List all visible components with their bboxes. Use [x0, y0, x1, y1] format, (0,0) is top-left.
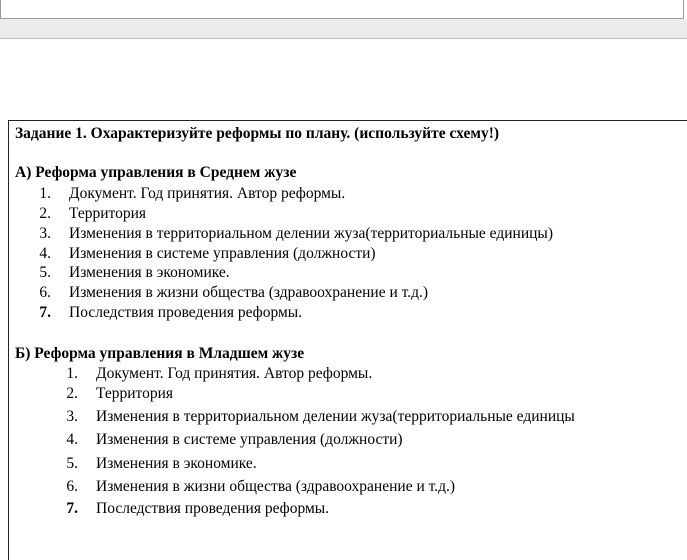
- item-number: 3.: [39, 225, 51, 242]
- item-text: Изменения в экономике.: [69, 264, 230, 281]
- item-text: Изменения в территориальном делении жуза(территориальные единицы: [96, 408, 575, 425]
- item-text: Изменения в жизни общества (здравоохранение и т.д.): [96, 478, 456, 495]
- item-number: 6.: [66, 478, 78, 495]
- item-number: 2.: [66, 385, 78, 402]
- task-title: Задание 1. Охарактеризуйте реформы по плану. (используйте схему!): [15, 125, 500, 142]
- item-number: 5.: [66, 455, 78, 472]
- item-number: 1.: [66, 365, 78, 382]
- item-number: 2.: [39, 205, 51, 222]
- item-text: Изменения в территориальном делении жуза(территориальные единицы): [69, 225, 553, 242]
- item-text: Изменения в жизни общества (здравоохранение и т.д.): [69, 284, 429, 301]
- section-a-title: А) Реформа управления в Среднем жузе: [15, 164, 297, 181]
- item-text: Изменения в системе управления (должности): [96, 431, 403, 448]
- item-text: Изменения в системе управления (должности): [69, 245, 376, 262]
- item-text: Изменения в экономике.: [96, 455, 257, 472]
- item-number: 3.: [66, 408, 78, 425]
- item-number: 5.: [39, 264, 51, 281]
- item-number: 6.: [39, 284, 51, 301]
- item-number: 4.: [39, 245, 51, 262]
- item-number: 7.: [66, 500, 78, 517]
- item-number: 4.: [66, 431, 78, 448]
- page-gap-band: [0, 19, 687, 39]
- page-gap-divider: [0, 38, 687, 39]
- section-b-title: Б) Реформа управления в Младшем жузе: [15, 345, 305, 362]
- item-number: 7.: [39, 304, 51, 321]
- item-text: Последствия проведения реформы.: [69, 304, 303, 321]
- item-text: Документ. Год принятия. Автор реформы.: [96, 365, 373, 382]
- previous-table-frame: [0, 0, 684, 19]
- item-text: Территория: [69, 205, 147, 222]
- item-text: Последствия проведения реформы.: [96, 500, 330, 517]
- item-text: Территория: [96, 385, 174, 402]
- item-text: Документ. Год принятия. Автор реформы.: [69, 185, 346, 202]
- item-number: 1.: [39, 185, 51, 202]
